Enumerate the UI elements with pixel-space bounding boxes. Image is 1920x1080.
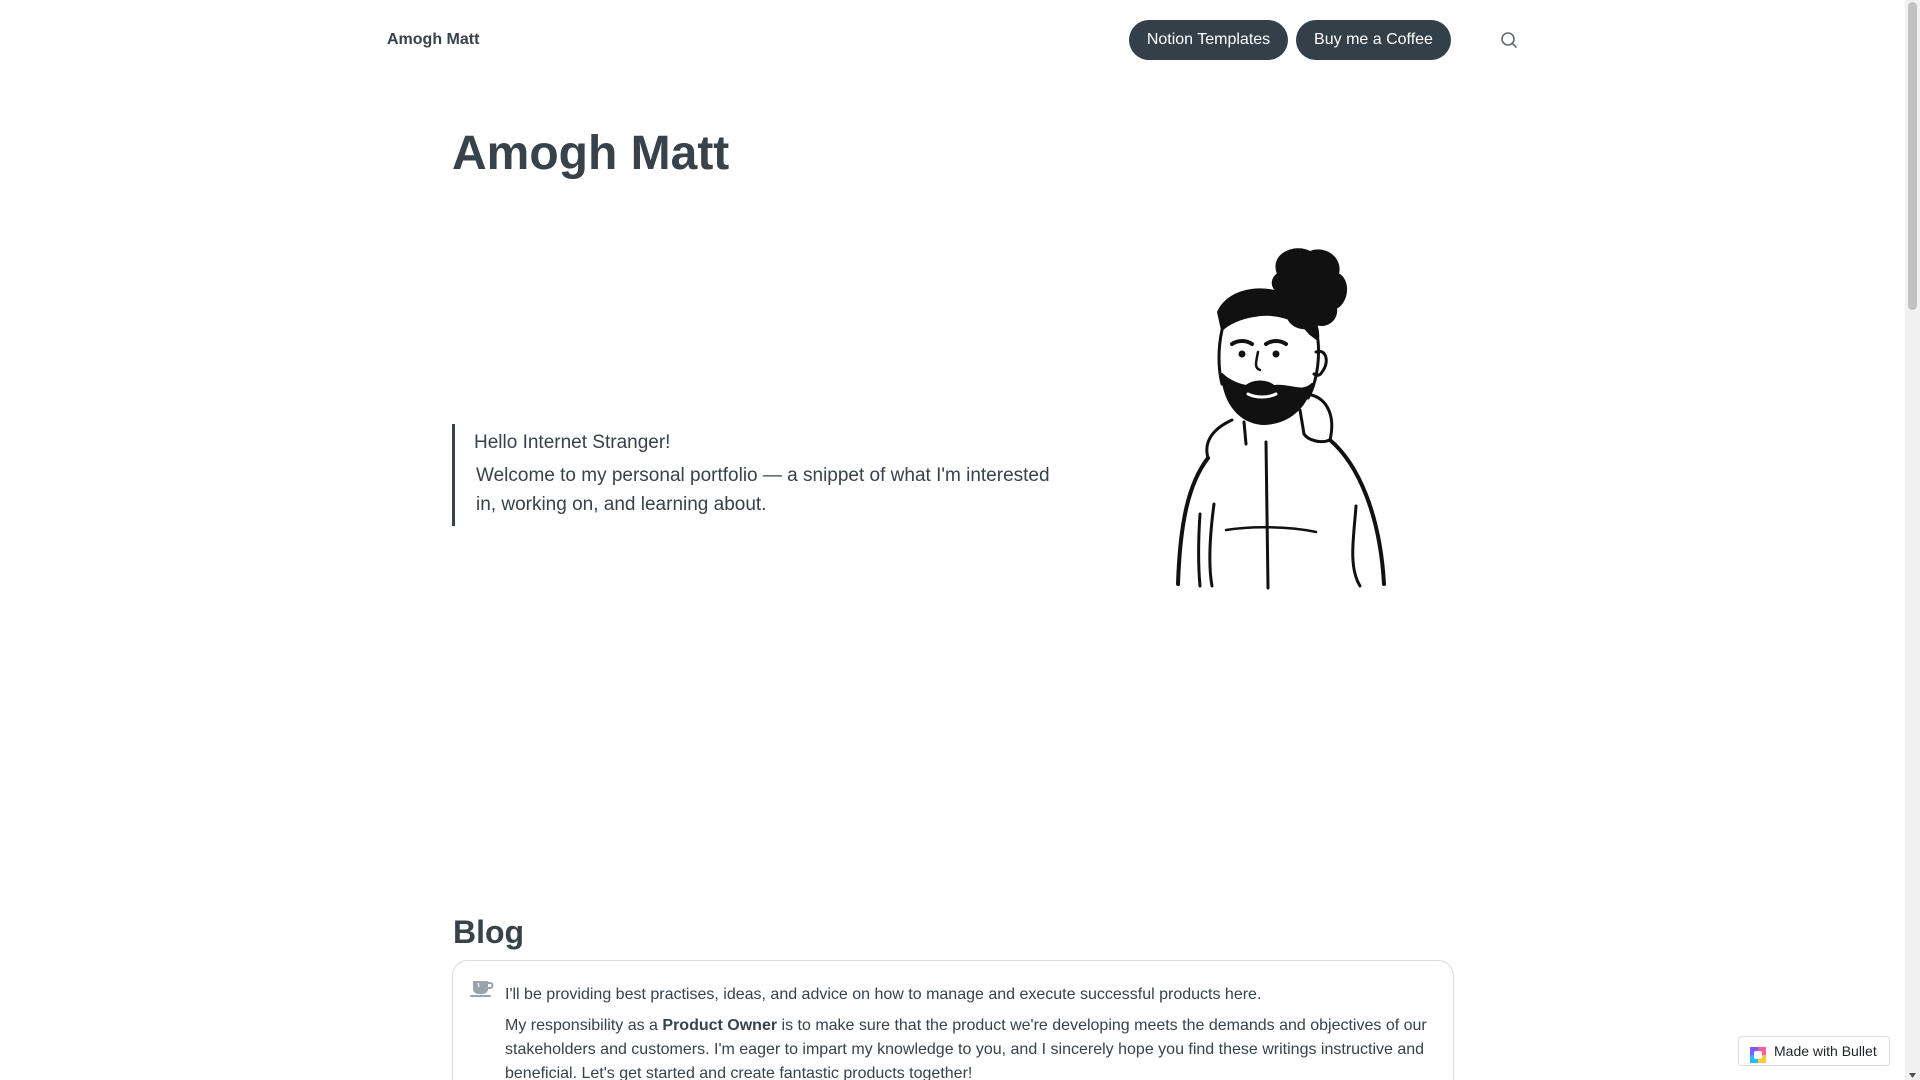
vertical-scrollbar[interactable] xyxy=(1905,0,1920,1080)
blog-section-title: Blog xyxy=(453,914,525,950)
intro-quote xyxy=(452,424,1062,526)
paragraph-text: My responsibility as a xyxy=(505,1017,663,1034)
scrollbar-thumb[interactable] xyxy=(1908,2,1917,310)
greeting-text: Hello Internet Stranger! xyxy=(474,432,671,453)
page-title: Amogh Matt xyxy=(452,127,730,180)
blog-description-paragraph xyxy=(505,1014,1445,1080)
notion-templates-button[interactable]: Notion Templates xyxy=(1129,20,1288,60)
intro-text: Welcome to my personal portfolio — a snippet of what I'm interested in, working on, and learning about. xyxy=(476,465,1050,515)
coffee-cup-icon xyxy=(470,977,494,999)
paragraph-text: is to make sure that the product we're developing meets the demands and objectives of our stakeholders and customers. I'm eager to impart my knowledge to you, and I sincerely hope you find these writings instructive and beneficial. Let's get started and create fantastic products together! xyxy=(505,1017,1427,1080)
badge-label: Made with Bullet xyxy=(1774,1043,1877,1059)
search-icon[interactable] xyxy=(1497,28,1521,52)
scroll-down-arrow-icon[interactable] xyxy=(1908,1067,1917,1076)
blog-callout xyxy=(452,960,1454,1080)
made-with-bullet-badge[interactable] xyxy=(1738,1036,1890,1066)
blog-intro-paragraph: I'll be providing best practises, ideas, and advice on how to manage and execute successful products here. xyxy=(505,986,1262,1003)
site-name-link[interactable]: Amogh Matt xyxy=(387,31,480,48)
product-owner-bold: Product Owner xyxy=(662,1017,778,1034)
bullet-logo-icon xyxy=(1750,1044,1766,1060)
buy-me-a-coffee-button[interactable]: Buy me a Coffee xyxy=(1296,20,1451,60)
avatar-illustration xyxy=(1170,244,1400,590)
